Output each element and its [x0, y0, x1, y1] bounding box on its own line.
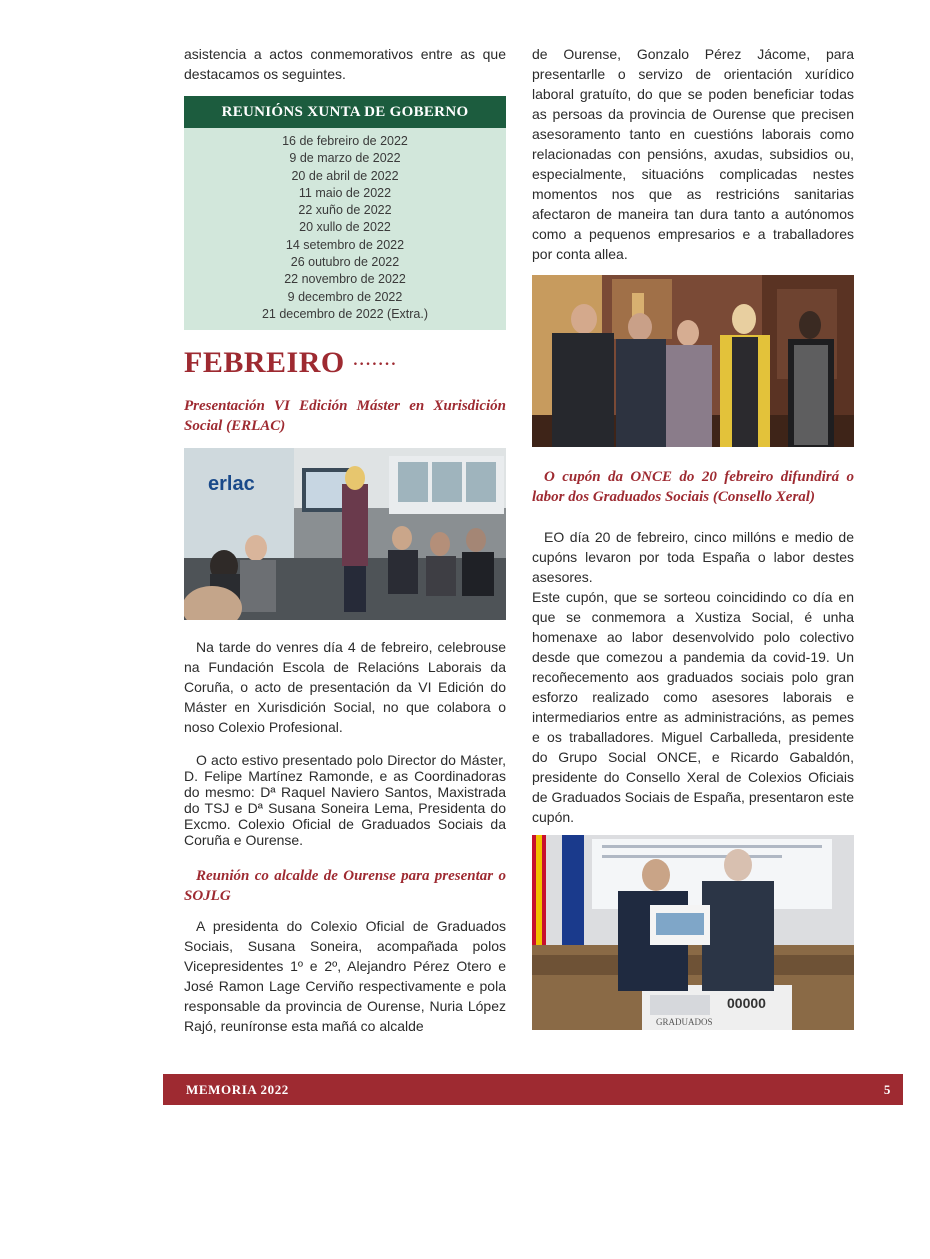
meeting-date: 21 decembro de 2022 (Extra.)	[261, 306, 429, 321]
erlac-paragraph-1: Na tarde do venres día 4 de febreiro, celebrouse na Fundación Escola de Relacións Laborais da Coruña, o acto de presentación da VI Edición do Máster en Xurisdición Social, no que colabora o noso Colexio Profesional.	[184, 639, 506, 736]
meetings-dates	[184, 128, 506, 330]
ourense-paragraph-1: A presidenta do Colexio Oficial de Graduados Sociais, Susana Soneira, acompañada polos Vicepresidentes 1º e 2º, Alejandro Pérez Otero e José Ramon Lage Cerviño respectivamente e pola responsable da provincia de Ourense, Nuria López Rajó, reuníronse esta mañá co alcalde	[184, 918, 506, 1035]
article-title-once: O cupón da ONCE do 20 febreiro difundirá o labor dos Graduados Sociais (Consello Xeral)	[532, 469, 854, 505]
erlac-paragraph-2: O acto estivo presentado polo Director do Máster, D. Felipe Martínez Ramonde, e as Coordinadoras do mesmo: Dª Raquel Naviero Santos, Maxistrada do TSJ e Dª Susana Soneira Lema, Presidenta do Excmo. Colexio Oficial de Graduados Sociais da Coruña e Ourense.	[184, 752, 506, 849]
month-heading	[184, 346, 506, 380]
meeting-date: 11 maio de 2022	[298, 185, 392, 200]
page-footer	[163, 1074, 903, 1105]
erlac-photo-image	[184, 448, 506, 620]
meeting-date: 14 setembro de 2022	[285, 237, 405, 252]
ourense-paragraph-continued: de Ourense, Gonzalo Pérez Jácome, para presentarlle o servizo de orientación xurídico laboral gratuíto, do que se poden beneficiar todas as persoas da provincia de Ourense que precisen asesoramento tanto en cuestións laborais como relacionadas con pensións, axudas, subsidios ou, especialmente, situacións complicadas nestes momentos nos que as restricións sanitarias afectaron de maneira tan dura tanto a autónomos como a pequenos empresarios e a traballadores por conta allea.	[532, 46, 854, 262]
once-photo-image	[532, 835, 854, 1030]
meetings-box	[184, 96, 506, 330]
photo-ourense-meeting	[532, 275, 854, 447]
month-dots: ·······	[352, 356, 398, 374]
meeting-date: 16 de febreiro de 2022	[282, 134, 408, 148]
meeting-date: 22 novembro de 2022	[284, 272, 406, 287]
meeting-date: 26 outubro de 2022	[290, 255, 400, 270]
ourense-photo-image	[532, 275, 854, 447]
once-paragraph-1: EO día 20 de febreiro, cinco millóns e medio de cupóns levaron por toda España o labor destes asesores.	[532, 529, 854, 585]
meeting-date: 9 de marzo de 2022	[289, 151, 401, 166]
meeting-date: 22 xuño de 2022	[298, 203, 392, 218]
once-paragraph-2: Este cupón, que se sorteou coincidindo co día en que se conmemora a Xustiza Social, é unha homenaxe ao labor desenvolvido polo colectivo desde que comezou a pandemia da covid-19. Un recoñecemento aos graduados sociais polo gran esforzo realizado como asesores laborais e intermediarios entre as administracións, as pemes e os traballadores. Miguel Carballeda, presidente do Grupo Social ONCE, e Ricardo Gabaldón, presidente do Consello Xeral de Colexios Oficiais de Graduados Sociais de España, presentaron este cupón.	[532, 589, 854, 825]
coupon-number: 00000	[727, 995, 766, 1011]
article-title-erlac: Presentación VI Edición Máster en Xurisdición Social (ERLAC)	[184, 398, 506, 435]
right-column	[532, 44, 854, 1030]
left-column	[184, 44, 506, 1036]
photo-erlac-event	[184, 448, 506, 620]
photo-once-coupon	[532, 835, 854, 1030]
erlac-logo: erlac	[208, 473, 255, 496]
coupon-banner-text: GRADUADOS	[656, 1017, 713, 1027]
meeting-date: 20 de abril de 2022	[291, 168, 399, 183]
article-title-ourense: Reunión co alcalde de Ourense para presentar o SOJLG	[184, 868, 506, 905]
page-number: 5	[883, 1082, 891, 1097]
intro-text: asistencia a actos conmemorativos entre as que destacamos os seguintes.	[184, 46, 506, 82]
meeting-date: 20 xullo de 2022	[299, 220, 391, 235]
meetings-title: REUNIÓNS XUNTA DE GOBERNO	[184, 96, 506, 128]
meeting-date: 9 decembro de 2022	[287, 289, 403, 304]
month-title: FEBREIRO	[184, 346, 345, 380]
footer-label: MEMORIA 2022	[186, 1082, 289, 1097]
